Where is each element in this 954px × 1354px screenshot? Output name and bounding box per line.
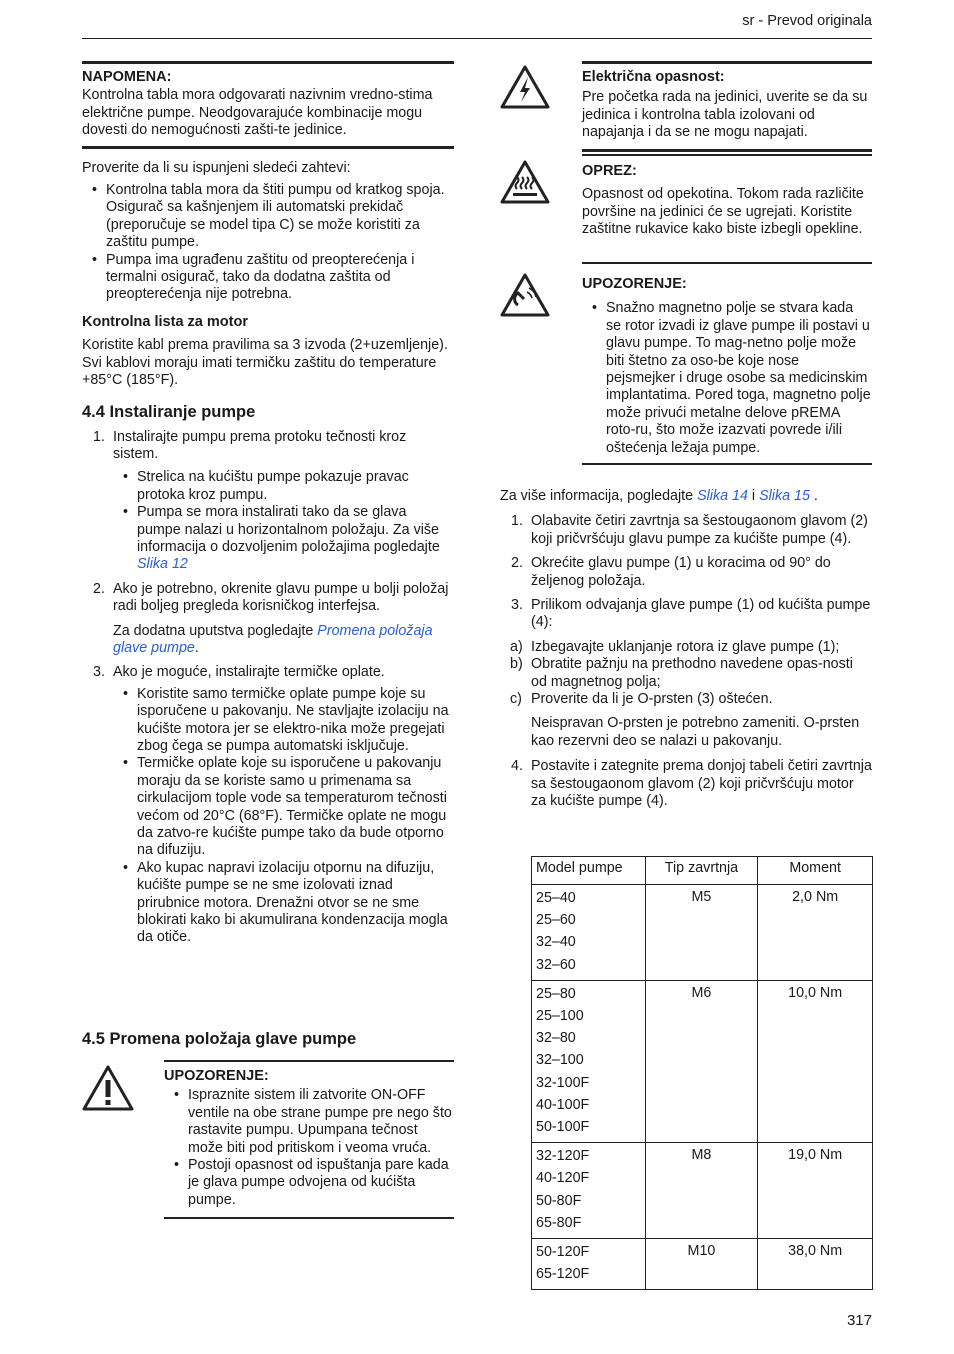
column-header: Tip zavrtnja bbox=[645, 857, 758, 885]
model-value: 40-100F bbox=[536, 1096, 590, 1113]
electrical-box bbox=[582, 61, 872, 152]
section-4-5-title: 4.5 Promena položaja glave pumpe bbox=[82, 1030, 357, 1048]
step-number: 1. bbox=[93, 428, 105, 445]
install-steps bbox=[82, 429, 454, 947]
model-value: 32-120F bbox=[536, 1148, 590, 1165]
model-value: 32-100F bbox=[536, 1074, 590, 1091]
step-text: Ako je potrebno, okrenite glavu pumpe u bolji položaj radi boljeg pregleda korisničkog interfejsa. bbox=[113, 580, 449, 615]
motor-checklist-text: Koristite kabl prema pravilima sa 3 izvoda (2+uzemljenje). Svi kablovi moraju imati termičku zaštitu do temperature +85°C (185°F). bbox=[82, 337, 448, 389]
bullet-item: • Postoji opasnost od ispuštanja pare kada je glava pumpe odvojena od kućišta pumpe. bbox=[164, 1157, 454, 1209]
model-value: 50-100F bbox=[536, 1119, 590, 1136]
substep-text: Obratite pažnju na prethodno navedene opas-nosti od magnetnog polja; bbox=[531, 656, 853, 690]
figure-15-link[interactable]: Slika 15 bbox=[759, 488, 810, 504]
right-text-column bbox=[500, 488, 872, 811]
table-row bbox=[532, 1143, 873, 1239]
step-number: 3. bbox=[511, 597, 523, 614]
substep-letter: c) bbox=[510, 691, 522, 708]
model-cell bbox=[532, 980, 646, 1142]
model-value: 32–100 bbox=[536, 1052, 584, 1069]
reposition-step bbox=[500, 597, 872, 632]
step-text: Postavite i zategnite prema donjoj tabeli četiri zavrtnja sa šestougaonom glavom (2) koji pričvršćuju motor za kućište pumpe (4). bbox=[531, 758, 872, 810]
note-box bbox=[82, 61, 454, 149]
model-value: 32–40 bbox=[536, 934, 576, 951]
page-number: 317 bbox=[846, 1312, 872, 1329]
table-row bbox=[532, 980, 873, 1142]
figure-14-link[interactable]: Slika 14 bbox=[697, 488, 748, 504]
bullet-text: Pumpa se mora instalirati tako da se glava pumpe nalazi u horizontalnom položaju. Za više informacija o dozvoljenim položajima pogledajte bbox=[137, 504, 440, 555]
substep-letter: a) bbox=[510, 638, 523, 655]
column-header: Model pumpe bbox=[532, 857, 646, 885]
header-rule bbox=[82, 38, 872, 39]
install-step-1 bbox=[82, 429, 454, 574]
hot-surface-icon bbox=[500, 159, 550, 205]
page-header: sr - Prevod originala bbox=[742, 13, 872, 29]
bolt-cell: M5 bbox=[645, 885, 758, 981]
torque-cell: 2,0 Nm bbox=[758, 885, 873, 981]
requirement-item: • Pumpa ima ugrađenu zaštitu od preopterećenja i termalni osigurač, tako da dodatna zaštita od preopterećenja nije potrebna. bbox=[82, 252, 454, 304]
step-text: Ako je moguće, instalirajte termičke oplate. bbox=[113, 664, 385, 681]
bullet-item: • Ako kupac napravi izolaciju otpornu na difuziju, kućište pumpe se ne sme izolovati iznad prirubnice motora. Drenažni otvor se ne sme blokirati kako bi akumulirana kondenzacija mogla da otiče. bbox=[113, 860, 454, 947]
caution-title: OPREZ: bbox=[582, 163, 637, 179]
model-cell bbox=[532, 1143, 646, 1239]
section-4-4-title: 4.4 Instaliranje pumpe bbox=[82, 402, 256, 421]
torque-cell: 19,0 Nm bbox=[758, 1143, 873, 1239]
requirements-list bbox=[82, 182, 454, 304]
model-value: 25–60 bbox=[536, 912, 576, 929]
magnetic-warning-title: UPOZORENJE: bbox=[582, 276, 687, 292]
torque-cell: 10,0 Nm bbox=[758, 980, 873, 1142]
model-value: 50-120F bbox=[536, 1244, 590, 1261]
torque-cell: 38,0 Nm bbox=[758, 1239, 873, 1290]
warning-bullets bbox=[164, 1087, 454, 1209]
substep-text: Izbegavajte uklanjanje rotora iz glave pumpe (1); bbox=[531, 638, 840, 655]
model-value: 32–60 bbox=[536, 956, 576, 973]
note-text: Kontrolna tabla mora odgovarati nazivnim vredno-stima električne pumpe. Neodgovarajuće kombinacije mogu dovesti do nemogućnosti zašti-te jedinice. bbox=[82, 87, 433, 139]
more-text: Za dodatna uputstva pogledajte bbox=[113, 622, 318, 639]
model-value: 50-80F bbox=[536, 1192, 582, 1209]
reposition-step bbox=[500, 758, 872, 810]
bullet-item bbox=[113, 504, 454, 574]
warning-triangle-icon bbox=[82, 1064, 134, 1112]
model-value: 40-120F bbox=[536, 1170, 590, 1187]
bullet-item: • Snažno magnetno polje se stvara kada se rotor izvadi iz glave pumpe ili postavi u glavu pumpe. To mag-netno polje može biti štetno za oso-be koje nose pejsmejker i druge osobe sa medicinskim implantatima. Pored toga, magnetno polje može privući metalne delove pREMA roto-ru, što može izazvati povrede i/ili oštećenja ležaja pumpe. bbox=[582, 300, 872, 457]
model-value: 25–80 bbox=[536, 985, 576, 1002]
step-2-more bbox=[113, 623, 454, 658]
model-value: 32–80 bbox=[536, 1030, 576, 1047]
electrical-title: Električna opasnost: bbox=[582, 69, 725, 85]
bullet-item: • Koristite samo termičke oplate pumpe koje su isporučene u pakovanju. Ne stavljajte izolaciju na kućište motora jer se elektro-nika može pregejati zbog čega se pumpa automatski isključuje. bbox=[113, 686, 454, 756]
more-info-mid: i bbox=[747, 488, 760, 504]
model-value: 25–40 bbox=[536, 890, 576, 906]
table-header-row bbox=[532, 857, 873, 885]
column-header: Moment bbox=[758, 857, 873, 885]
step-number: 1. bbox=[511, 513, 523, 530]
model-cell bbox=[532, 885, 646, 981]
step-1-bullets bbox=[113, 469, 454, 573]
bolt-cell: M6 bbox=[645, 980, 758, 1142]
left-column bbox=[82, 61, 454, 947]
bolt-cell: M8 bbox=[645, 1143, 758, 1239]
step-text: Prilikom odvajanja glave pumpe (1) od kućišta pumpe (4): bbox=[531, 597, 871, 631]
step-text: Okrećite glavu pumpe (1) u koracima od 90° do željenog položaja. bbox=[531, 555, 831, 589]
bolt-cell: M10 bbox=[645, 1239, 758, 1290]
step-text: Olabavite četiri zavrtnja sa šestougaonom glavom (2) koji pričvršćuju glavu pumpe za kućište pumpe (4). bbox=[531, 513, 868, 547]
note-title: NAPOMENA: bbox=[82, 69, 172, 85]
install-step-3 bbox=[82, 664, 454, 947]
reposition-steps bbox=[500, 513, 872, 631]
step-number: 2. bbox=[511, 555, 523, 572]
caution-text: Opasnost od opekotina. Tokom rada različite površine na jedinici će se ugrejati. Koristite zaštitne rukavice kako biste izbegli opekline. bbox=[582, 186, 864, 238]
reposition-step bbox=[500, 513, 872, 548]
reposition-step bbox=[500, 555, 872, 590]
substep-letter: b) bbox=[510, 656, 523, 673]
motor-checklist-title: Kontrolna lista za motor bbox=[82, 313, 248, 330]
warning-body bbox=[164, 1060, 454, 1219]
step-text: Instalirajte pumpu prema protoku tečnosti kroz sistem. bbox=[113, 428, 407, 462]
torque-table bbox=[531, 856, 873, 1290]
requirement-item: • Kontrolna tabla mora da štiti pumpu od kratkog spoja. Osigurač sa kašnjenjem ili automatski prekidač (preporučuje se model tipa C) se može koristiti za zaštitu pumpe. bbox=[82, 182, 454, 252]
more-info-end: . bbox=[809, 488, 818, 504]
table-row bbox=[532, 1239, 873, 1290]
substep-text: Proverite da li je O-prsten (3) oštećen. bbox=[531, 691, 773, 708]
substep bbox=[500, 656, 872, 691]
warning-4-5 bbox=[82, 1060, 454, 1236]
step-3-bullets bbox=[113, 686, 454, 947]
more-info bbox=[500, 488, 872, 505]
oring-note: Neispravan O-prsten je potrebno zameniti. O-prsten kao rezervni deo se nalazi u pakovanju. bbox=[531, 715, 860, 749]
reposition-link[interactable]: Promena položaja glave pumpe bbox=[113, 622, 433, 656]
magnetic-warning-list bbox=[582, 300, 872, 457]
magnetic-warning-box bbox=[582, 262, 872, 465]
model-cell bbox=[532, 1239, 646, 1290]
electrical-hazard-icon bbox=[500, 64, 550, 110]
substeps bbox=[500, 639, 872, 709]
requirements-intro: Proverite da li su ispunjeni sledeći zahtevi: bbox=[82, 159, 351, 176]
figure-12-link[interactable]: Slika 12 bbox=[137, 556, 188, 573]
bullet-item: • Termičke oplate koje su isporučene u pakovanju moraju da se koriste samo u primenama sa cirkulacijom tople vode sa temperaturom tečnosti većom od 20°C (68°F). Termičke oplate ne mogu da zatvo-re kućište pumpe tako da bude otporno na difuziju. bbox=[113, 755, 454, 859]
bullet-item: • Ispraznite sistem ili zatvorite ON-OFF ventile na obe strane pumpe pre nego što rastavite pumpu. Upumpana tečnost može biti pod pritiskom i veoma vruća. bbox=[164, 1087, 454, 1157]
magnetic-field-icon bbox=[500, 272, 550, 318]
caution-box bbox=[582, 154, 872, 239]
more-end: . bbox=[194, 639, 199, 656]
more-info-text: Za više informacija, pogledajte bbox=[500, 488, 698, 504]
substep bbox=[500, 691, 872, 708]
warning-title: UPOZORENJE: bbox=[164, 1068, 269, 1084]
step-number: 4. bbox=[511, 758, 523, 775]
model-value: 65-80F bbox=[536, 1214, 582, 1231]
bullet-item: • Strelica na kućištu pumpe pokazuje pravac protoka kroz pumpu. bbox=[113, 469, 454, 504]
step-number: 2. bbox=[93, 580, 105, 597]
electrical-text: Pre početka rada na jedinici, uverite se da su jedinica i kontrolna tabla izolovani od napajanja i da se ne mogu napajati. bbox=[582, 89, 868, 141]
substep bbox=[500, 639, 872, 656]
step-number: 3. bbox=[93, 664, 105, 681]
install-step-2 bbox=[82, 581, 454, 658]
tighten-step bbox=[500, 758, 872, 810]
table-row bbox=[532, 885, 873, 981]
model-value: 65-120F bbox=[536, 1266, 590, 1283]
model-value: 25–100 bbox=[536, 1008, 584, 1025]
